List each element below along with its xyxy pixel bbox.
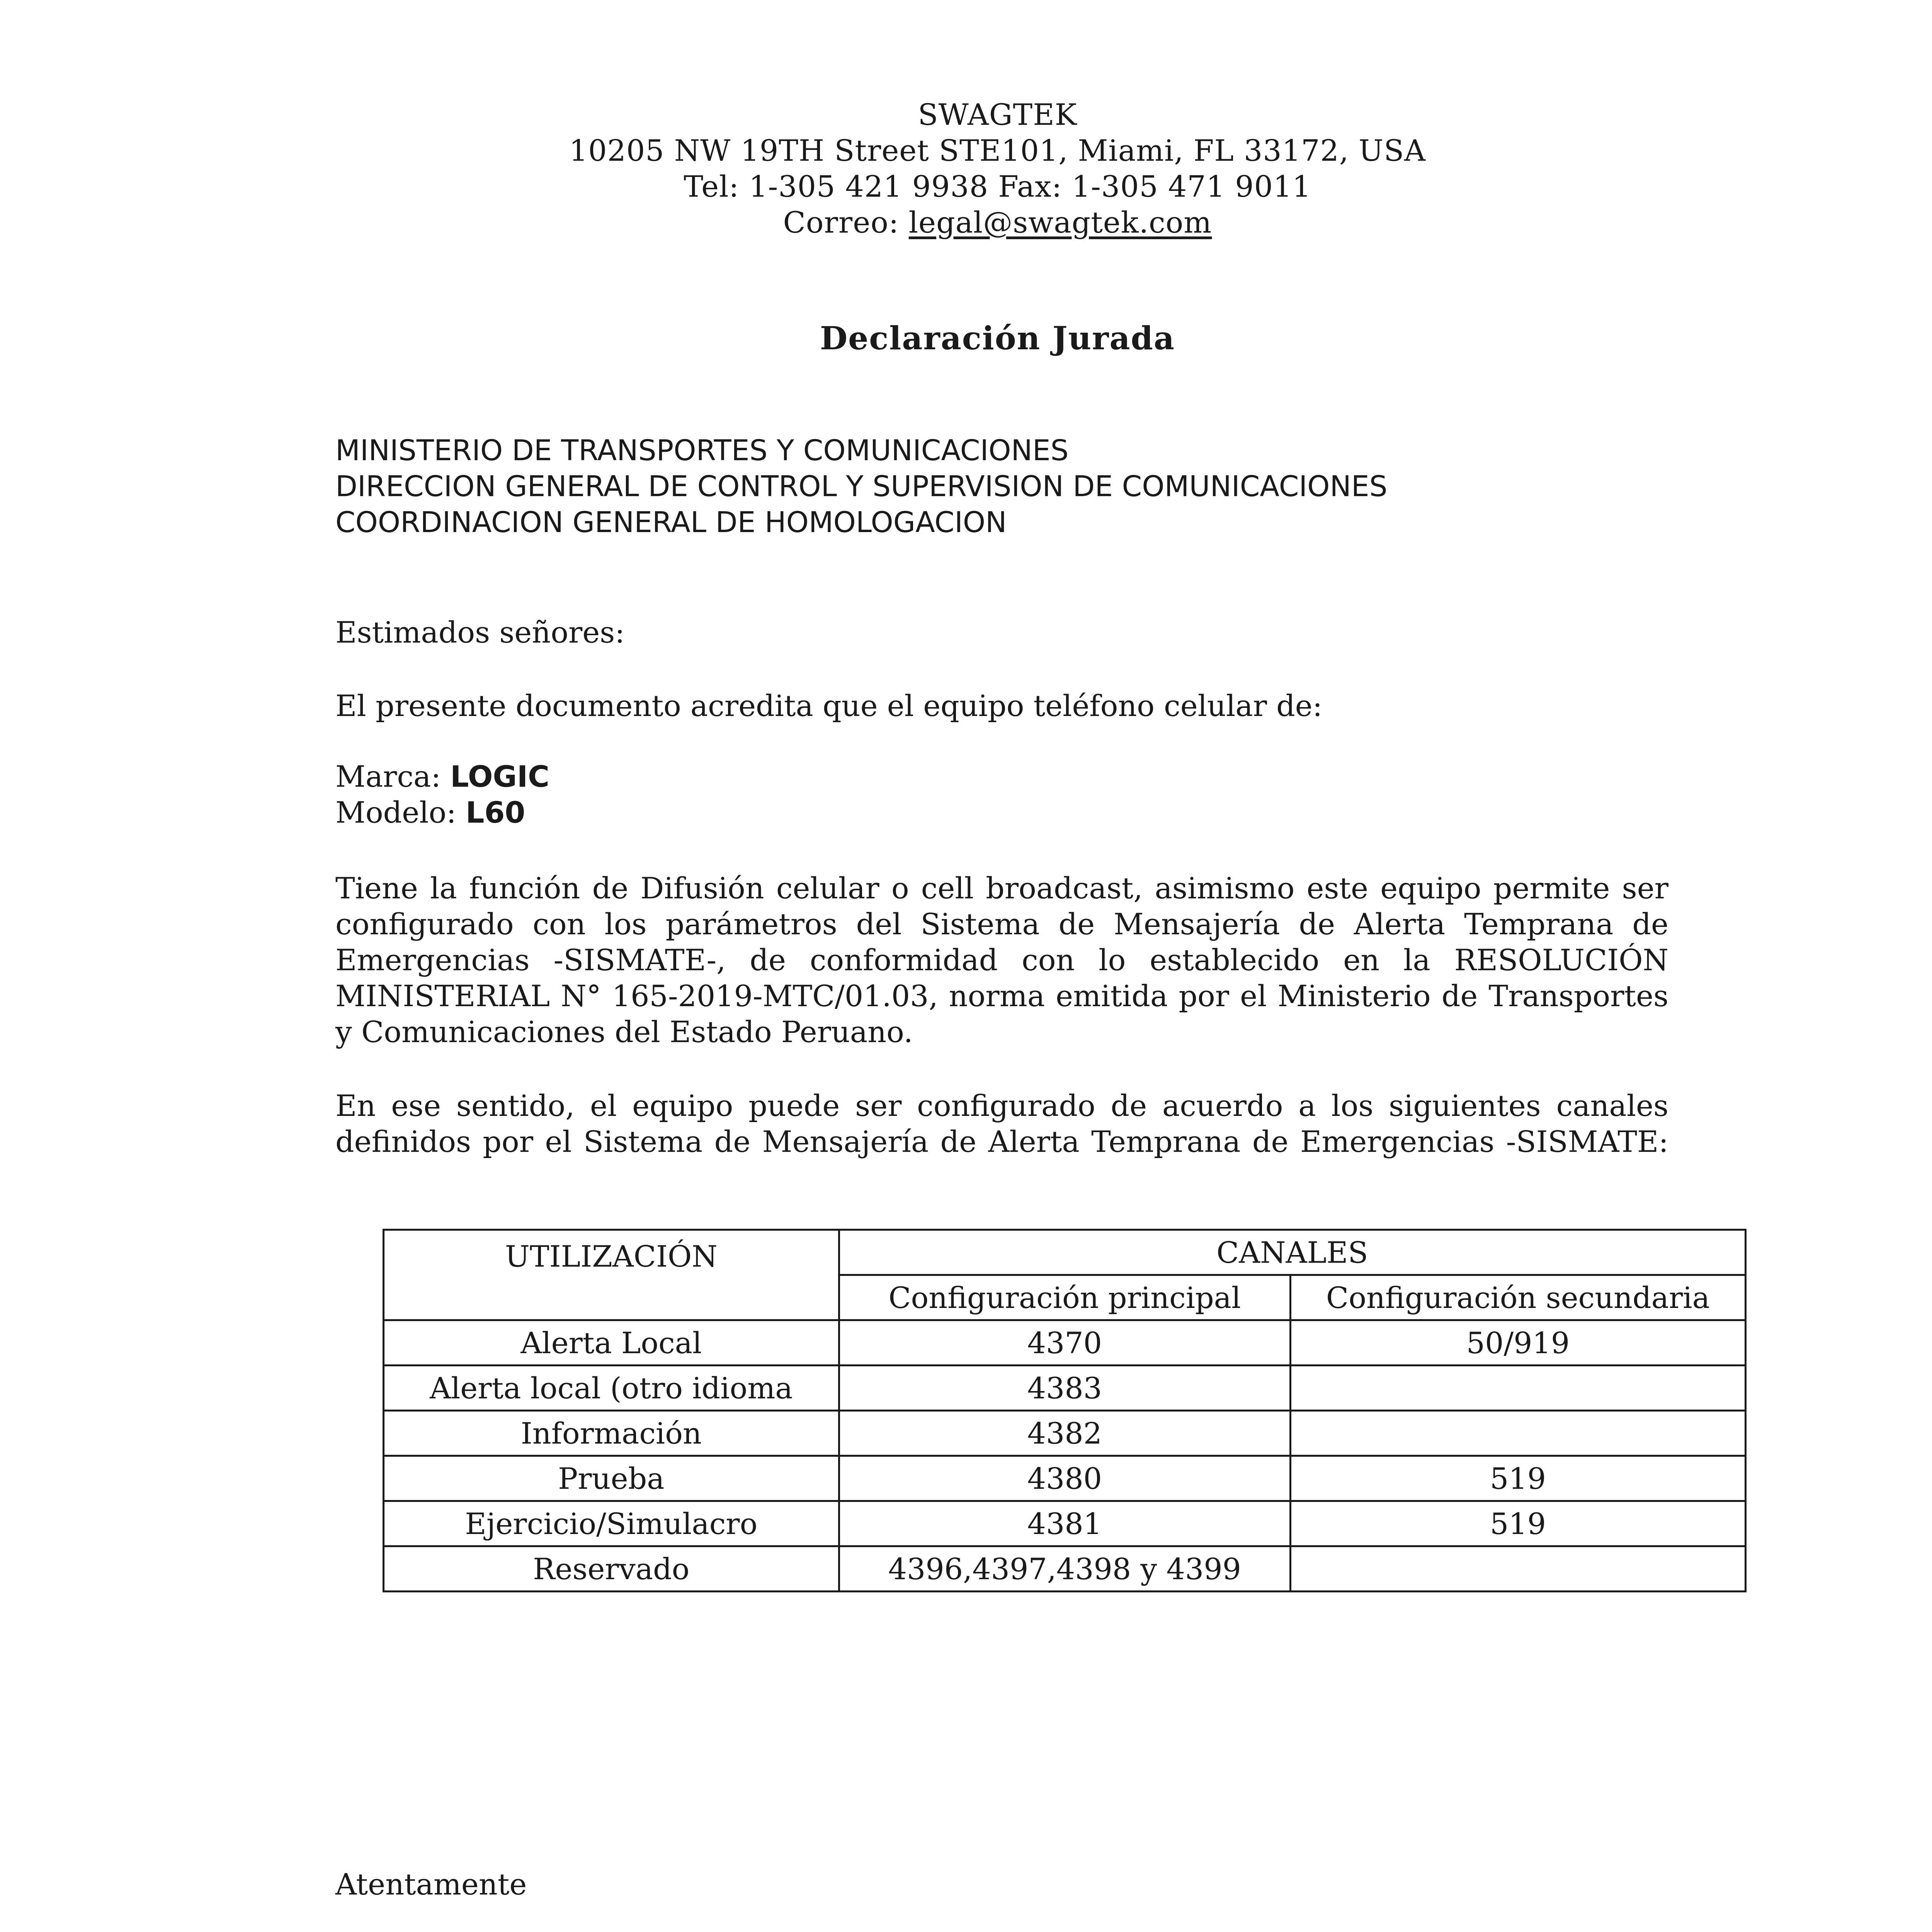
cell-secondary: 519 (1290, 1456, 1745, 1501)
closing-text: Atentamente (335, 1867, 527, 1901)
company-email-line (0, 204, 1932, 240)
paragraph-line: configurado con los parámetros del Sistema de Mensajería de Alerta Temprana de (335, 907, 1668, 941)
cell-secondary: 50/919 (1290, 1320, 1745, 1366)
table-row (384, 1366, 1746, 1411)
cell-secondary (1290, 1366, 1745, 1411)
paragraph-line: MINISTERIAL N° 165-2019-MTC/01.03, norma emitida por el Ministerio de Transportes (335, 979, 1668, 1013)
header-canales: CANALES (839, 1230, 1745, 1275)
model-value: L60 (466, 795, 526, 830)
cell-primary: 4396,4397,4398 y 4399 (839, 1546, 1290, 1592)
company-address: 10205 NW 19TH Street STE101, Miami, FL 33172, USA (569, 133, 1426, 168)
table-row (384, 1546, 1746, 1592)
paragraph-line: Emergencias -SISMATE-, de conformidad con lo establecido en la RESOLUCIÓN (335, 943, 1668, 977)
email-label: Correo: (783, 205, 909, 240)
brand-label: Marca: (335, 759, 451, 794)
brand-line (335, 759, 1668, 794)
paragraph-line: definidos por el Sistema de Mensajería de Alerta Temprana de Emergencias -SISMATE: (335, 1124, 1668, 1159)
channels-table (383, 1229, 1747, 1592)
cell-primary: 4383 (839, 1366, 1290, 1411)
table-row (384, 1501, 1746, 1546)
cell-use: Prueba (384, 1456, 839, 1501)
cell-secondary (1290, 1411, 1745, 1456)
table-row (384, 1456, 1746, 1501)
salutation: Estimados señores: (335, 615, 625, 650)
cell-use: Alerta Local (384, 1320, 839, 1366)
paragraph-function (335, 870, 1668, 1050)
brand-value: LOGIC (450, 759, 549, 794)
cell-secondary (1290, 1546, 1745, 1592)
intro-text: El presente documento acredita que el equipo teléfono celular de: (335, 689, 1323, 723)
addressee-line: DIRECCION GENERAL DE CONTROL Y SUPERVISION DE COMUNICACIONES (335, 470, 1388, 503)
paragraph-channels (335, 1088, 1668, 1160)
company-name: SWAGTEK (918, 97, 1077, 132)
model-label: Modelo: (335, 795, 466, 830)
addressee-line: COORDINACION GENERAL DE HOMOLOGACION (335, 506, 1007, 539)
paragraph-line: En ese sentido, el equipo puede ser configurado de acuerdo a los siguientes canales (335, 1088, 1668, 1123)
email-link[interactable]: legal@swagtek.com (908, 205, 1212, 240)
letterhead (0, 97, 1932, 240)
cell-use: Ejercicio/Simulacro (384, 1501, 839, 1546)
table-row (384, 1320, 1746, 1366)
cell-primary: 4381 (839, 1501, 1290, 1546)
paragraph-line: Tiene la función de Difusión celular o cell broadcast, asimismo este equipo permite ser (335, 871, 1668, 905)
document-title: Declaración Jurada (820, 320, 1175, 357)
paragraph-line: y Comunicaciones del Estado Peruano. (335, 1015, 913, 1049)
header-primary: Configuración principal (839, 1275, 1290, 1320)
cell-primary: 4370 (839, 1320, 1290, 1366)
cell-primary: 4380 (839, 1456, 1290, 1501)
header-secondary: Configuración secundaria (1290, 1275, 1745, 1320)
cell-use: Alerta local (otro idioma (384, 1366, 839, 1411)
device-info (335, 759, 1668, 830)
cell-use: Reservado (384, 1546, 839, 1592)
addressee-line: MINISTERIO DE TRANSPORTES Y COMUNICACIONES (335, 434, 1069, 467)
table-header-row (384, 1230, 1746, 1275)
header-utilizacion: UTILIZACIÓN (384, 1230, 839, 1320)
table-row (384, 1411, 1746, 1456)
model-line (335, 794, 1668, 830)
cell-secondary: 519 (1290, 1501, 1745, 1546)
addressee-block (335, 433, 1668, 541)
cell-use: Información (384, 1411, 839, 1456)
cell-primary: 4382 (839, 1411, 1290, 1456)
company-phone-fax: Tel: 1-305 421 9938 Fax: 1-305 471 9011 (684, 169, 1311, 204)
